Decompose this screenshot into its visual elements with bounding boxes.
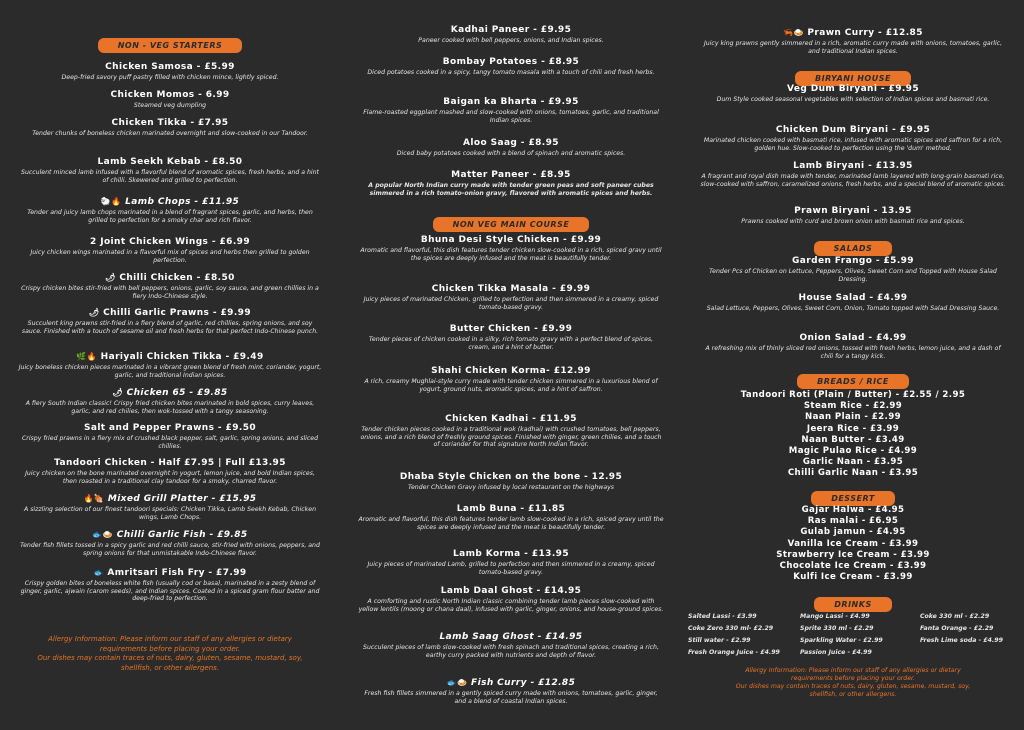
list-item: Tandoori Roti (Plain / Butter) - £2.55 / 2.95 xyxy=(740,390,966,400)
item-name: Baigan ka Bharta - £9.95 xyxy=(443,97,579,107)
section-label: BREADS / RICE xyxy=(797,374,909,389)
item-description: Deep-fried savory puff pastry filled with chicken mince, lightly spiced. xyxy=(61,74,279,81)
item-name: Chicken Tikka - £7.95 xyxy=(111,118,229,128)
item-description: Paneer cooked with bell peppers, onions, and Indian spices. xyxy=(418,37,604,44)
list-item: Strawberry Ice Cream - £3.99 xyxy=(776,549,930,560)
section-header-salads xyxy=(682,236,1024,256)
drinks-row xyxy=(682,625,1024,634)
item-description: Tender Chicken Gravy infused by local restaurant on the highways xyxy=(407,484,615,491)
item-name: Aloo Saag - £8.95 xyxy=(463,138,559,148)
section-label: NON VEG MAIN COURSE xyxy=(433,217,590,232)
menu-item xyxy=(340,632,682,659)
menu-item xyxy=(340,472,682,492)
menu-item xyxy=(682,125,1024,152)
item-description: Diced potatoes cooked in a spicy, tangy tomato masala with a touch of chili and fresh herbs. xyxy=(367,69,655,76)
drinks-row xyxy=(682,613,1024,622)
chilli-icon: 🌶 xyxy=(112,388,124,397)
item-description: A fiery South Indian classic! Crispy fried chicken bites marinated in bold spices, curry leaves, garlic, and red chilies, then wok-tossed with a tangy seasoning. xyxy=(25,400,315,415)
item-name: Chicken Samosa - £5.99 xyxy=(105,62,235,72)
column-main-course xyxy=(340,0,682,730)
drink-item: Still water - £2.99 xyxy=(688,637,751,644)
item-description: Succulent king prawns stir-fried in a fiery blend of garlic, red chillies, spring onions, and soy sauce. Finished with a touch of sesame oil and fresh herbs for that perfect Indo-Chinese punch. xyxy=(21,320,319,335)
item-description: Juicy chicken wings marinated in a flavorful mix of spices and herbs then grilled to golden perfection. xyxy=(30,249,310,264)
menu-item xyxy=(340,586,682,613)
item-name: Chicken Dum Biryani - £9.95 xyxy=(775,125,931,135)
item-name: 2 Joint Chicken Wings - £6.99 xyxy=(90,237,250,247)
menu-item xyxy=(340,57,682,77)
item-name: Chicken 65 - £9.85 xyxy=(126,388,228,398)
item-name: Kadhai Paneer - £9.95 xyxy=(450,25,572,35)
list-item: Magic Pulao Rice - £4.99 xyxy=(788,446,918,457)
allergy-line: requirements before placing your order. xyxy=(791,675,915,682)
item-name: Chilli Chicken - £8.50 xyxy=(119,273,235,283)
item-name: Mixed Grill Platter - £15.95 xyxy=(107,494,257,504)
item-name: Hariyali Chicken Tikka - £9.49 xyxy=(100,352,264,362)
fish-icon: 🐟🍛 xyxy=(92,530,114,539)
item-description: A comforting and rustic North Indian classic combining tender lamb pieces slow-cooked with yellow lentils (moong or chana daal), infused with garlic, ginger, onions, and house-ground spices. xyxy=(358,598,664,613)
item-name: Dhaba Style Chicken on the bone - 12.95 xyxy=(399,472,623,482)
item-description: Tender fish fillets tossed in a spicy garlic and red chilli sauce, stir-fried with onions, peppers, and spring onions for that unmistakable Indo-Chinese flavor. xyxy=(20,542,320,557)
item-description: Juicy chicken on the bone marinated overnight in yogurt, lemon juice, and bold Indian spices, then roasted in a traditional clay tandoor for a smoky, charred flavor. xyxy=(25,470,315,485)
allergy-notice xyxy=(20,635,320,673)
item-description: Aromatic and flavorful, this dish features tender lamb slow-cooked in a rich, spiced gravy until the spices are deeply infused and the meat is beautifully tender. xyxy=(358,516,664,531)
section-header-biryani-house xyxy=(682,66,1024,86)
fish-icon: 🐟🍛 xyxy=(446,678,468,687)
item-description: Juicy king prawns gently simmered in a rich, aromatic curry made with onions, tomatoes, garlic, and traditional Indian spices. xyxy=(703,40,1003,55)
allergy-notice xyxy=(702,667,1004,699)
menu-item xyxy=(682,84,1024,104)
menu-item xyxy=(340,97,682,124)
allergy-line: Allergy Information: Please inform our staff of any allergies or dietary xyxy=(745,667,961,674)
item-description: Juicy pieces of marinated Lamb, grilled to perfection and then simmered in a creamy, spiced tomato-based gravy. xyxy=(367,561,655,576)
item-name: Lamb Chops - £11.95 xyxy=(125,197,240,207)
menu-item xyxy=(0,529,340,557)
menu-item xyxy=(0,493,340,521)
item-description: Dum Style cooked seasonal vegetables with selection of Indian spices and basmati rice. xyxy=(716,96,990,103)
drink-item: Sprite 330 ml - £2.29 xyxy=(800,625,874,632)
item-description: Crispy golden bites of boneless white fish (usually cod or basa), marinated in a zesty blend of ginger, garlic, ajwain (carom seeds), and Indian spices. Coated in a spiced gram flour batter and deep-fried to perfection. xyxy=(20,580,320,603)
menu-item xyxy=(682,161,1024,188)
item-name: Chicken Momos - 6.99 xyxy=(110,90,230,100)
menu-item xyxy=(340,366,682,393)
dessert-list xyxy=(682,505,1024,583)
item-description: Flame-roasted eggplant mashed and slow-cooked with onions, tomatoes, garlic, and traditional Indian spices. xyxy=(363,109,659,124)
drink-item: Coke 330 ml - £2.29 xyxy=(920,613,990,620)
section-header-drinks xyxy=(682,592,1024,612)
list-item: Vanilla Ice Cream - £3.99 xyxy=(787,538,919,549)
menu-item xyxy=(0,307,340,335)
item-name: Fish Curry - £12.85 xyxy=(471,678,576,688)
item-name: Lamb Korma - £13.95 xyxy=(453,549,569,559)
menu-item xyxy=(340,504,682,531)
menu-item xyxy=(682,27,1024,55)
list-item: Chilli Garlic Naan - £3.95 xyxy=(787,468,919,479)
menu-item xyxy=(340,235,682,262)
menu-item xyxy=(340,284,682,311)
drink-item: Mango Lassi - £4.99 xyxy=(800,613,870,620)
menu-item xyxy=(0,351,340,379)
shrimp-icon: 🦐🍛 xyxy=(783,28,804,37)
item-description: Tender and juicy lamb chops marinated in a blend of fragrant spices, garlic, and herbs, then grilled to perfection for a smoky char and rich flavor. xyxy=(27,209,313,224)
item-description: A rich, creamy Mughlai-style curry made with tender chicken simmered in a luxurious blend of yogurt, ground nuts, aromatic spices, and a hint of saffron. xyxy=(364,378,658,393)
item-description: Diced baby potatoes cooked with a blend of spinach and aromatic spices. xyxy=(396,150,626,157)
section-header-breads-rice xyxy=(682,369,1024,389)
item-name: Lamb Biryani - £13.95 xyxy=(793,161,913,171)
menu-item xyxy=(340,25,682,45)
item-description: A sizzling selection of our finest tandoori specials: Chicken Tikka, Lamb Seekh Kebab, Chicken wings, Lamb Chops. xyxy=(24,506,316,521)
item-description: A popular North Indian curry made with tender green peas and soft paneer cubes simmered in a rich tomato-onion gravy, flavored with aromatic spices and herbs. xyxy=(368,182,654,197)
section-header-non-veg-main-course xyxy=(340,212,682,232)
item-name: Lamb Seekh Kebab - £8.50 xyxy=(97,157,243,167)
menu-item xyxy=(682,293,1024,313)
drink-item: Coke Zero 330 ml- £2.29 xyxy=(688,625,774,632)
list-item: Ras malai - £6.95 xyxy=(807,516,899,527)
list-item: Naan Butter - £3.49 xyxy=(801,434,905,445)
allergy-line: requirements before placing your order. xyxy=(99,644,241,653)
section-label: DESSERT xyxy=(811,491,895,506)
drink-item: Salted Lassi - £3.99 xyxy=(688,613,757,620)
item-name: Onion Salad - £4.99 xyxy=(799,333,907,343)
section-label: DRINKS xyxy=(814,597,891,612)
item-name: Butter Chicken - £9.99 xyxy=(449,324,573,334)
list-item: Chocolate Ice Cream - £3.99 xyxy=(779,561,927,572)
item-description: Prawns cooked with curd and brown onion with basmati rice and spices. xyxy=(741,218,965,225)
menu-item xyxy=(0,62,340,82)
allergy-line: shellfish, or other allergens. xyxy=(809,691,897,698)
list-item: Steam Rice - £2.99 xyxy=(803,401,903,412)
menu-item xyxy=(0,157,340,184)
item-name: Prawn Curry - £12.85 xyxy=(807,28,923,38)
menu-item xyxy=(0,118,340,138)
column-non-veg-starters xyxy=(0,0,340,730)
menu-item xyxy=(340,324,682,351)
item-description: Crispy fried prawns in a fiery mix of crushed black pepper, salt, garlic, spring onions, and sliced chillies. xyxy=(21,435,319,450)
item-description: Salad Lettuce, Peppers, Olives, Sweet Corn, Onion, Tomato topped with Salad Dressing Sauce. xyxy=(706,305,1000,312)
item-name: Chicken Tikka Masala - £9.99 xyxy=(431,284,591,294)
fire-meat-icon: 🔥🍖 xyxy=(83,494,105,503)
allergy-line: Our dishes may contain traces of nuts, dairy, gluten, sesame, mustard, soy, xyxy=(735,683,971,690)
item-description: Fresh fish fillets simmered in a gently spiced curry made with onions, tomatoes, garlic, ginger, and a blend of coastal Indian spices. xyxy=(364,690,658,705)
item-name: Lamb Buna - £11.85 xyxy=(456,504,566,514)
item-description: Crispy chicken bites stir-fried with bell peppers, onions, garlic, soy sauce, and green chillies in a fiery Indo-Chinese style. xyxy=(21,285,319,300)
section-header-non-veg-starters xyxy=(0,33,340,53)
allergy-line: shellfish, or other allergens. xyxy=(120,663,220,672)
chilli-icon: 🌶 xyxy=(105,273,116,282)
item-description: Juicy pieces of marinated Chicken, grilled to perfection and then simmered in a creamy, spiced tomato-based gravy. xyxy=(363,296,659,311)
item-name: Chilli Garlic Prawns - £9.99 xyxy=(103,308,251,318)
section-header-dessert xyxy=(682,486,1024,506)
list-item: Jeera Rice - £3.99 xyxy=(806,423,900,434)
menu-item xyxy=(0,387,340,415)
item-name: Amritsari Fish Fry - £7.99 xyxy=(107,568,247,578)
item-description: Succulent minced lamb infused with a flavorful blend of aromatic spices, fresh herbs, and a hint of chilli. Skewered and grilled to perfection. xyxy=(21,169,319,184)
menu-item xyxy=(0,272,340,300)
menu-item xyxy=(340,138,682,158)
menu-item xyxy=(682,206,1024,226)
item-name: Prawn Biryani - 13.95 xyxy=(794,206,912,216)
item-name: Matter Paneer - £8.95 xyxy=(451,170,571,180)
menu-item xyxy=(682,333,1024,360)
drink-item: Sparkling Water - £2.99 xyxy=(800,637,883,644)
drinks-row xyxy=(682,637,1024,646)
item-name: Garden Frango - £5.99 xyxy=(792,256,914,266)
item-description: Marinated chicken cooked with basmati rice, infused with aromatic spices and saffron for a rich, golden hue. Slow-cooked to perfection using the 'dum' method, xyxy=(703,137,1003,152)
menu-item xyxy=(0,90,340,110)
item-name: Lamb Daal Ghost - £14.95 xyxy=(440,586,582,596)
section-label: BIRYANI HOUSE xyxy=(795,71,911,86)
herb-fire-icon: 🌿🔥 xyxy=(76,352,98,361)
breads-rice-list xyxy=(682,390,1024,480)
menu-item xyxy=(682,256,1024,283)
allergy-line: Allergy Information: Please inform our staff of any allergies or dietary xyxy=(48,635,292,643)
menu-item xyxy=(340,677,682,705)
drinks-row xyxy=(682,649,1024,658)
drink-item: Fanta Orange - £2.29 xyxy=(920,625,994,632)
list-item: Gulab jamun - £4.95 xyxy=(800,527,906,538)
menu-item xyxy=(0,567,340,603)
section-label: NON - VEG STARTERS xyxy=(98,38,243,53)
item-description: A fragrant and royal dish made with tender, marinated lamb layered with long-grain basmati rice, slow-cooked with saffron, caramelized onions, fresh herbs, and a special blend of aromatic spices. xyxy=(700,173,1006,188)
item-description: Tender pieces of chicken cooked in a silky, rich tomato gravy with a perfect blend of spices, cream, and a hint of butter. xyxy=(368,336,654,351)
item-description: Juicy boneless chicken pieces marinated in a vibrant green blend of fresh mint, coriander, yogurt, garlic, and traditional Indian spices. xyxy=(18,364,322,379)
item-name: Bhuna Desi Style Chicken - £9.99 xyxy=(420,235,602,245)
drink-item: Fresh Orange Juice - £4.99 xyxy=(688,649,780,656)
item-name: Veg Dum Biryani - £9.95 xyxy=(786,84,920,94)
list-item: Gajar Halwa - £4.95 xyxy=(801,505,905,515)
item-description: Tender chunks of boneless chicken marinated overnight and slow-cooked in our Tandoor. xyxy=(32,130,308,137)
allergy-line: Our dishes may contain traces of nuts, dairy, gluten, sesame, mustard, soy, xyxy=(37,654,303,663)
menu-item xyxy=(0,423,340,450)
item-name: Tandoori Chicken - Half £7.95 | Full £13.95 xyxy=(54,458,286,468)
item-description: Tender Pcs of Chicken on Lettuce, Peppers, Olives, Sweet Corn and Topped with House Salad Dressing. xyxy=(709,268,997,283)
list-item: Naan Plain - £2.99 xyxy=(805,412,901,423)
drink-item: Fresh Lime soda - £4.99 xyxy=(920,637,1003,644)
menu-item xyxy=(340,170,682,197)
item-description: Tender chicken pieces cooked in a traditional wok (kadhai) with crushed tomatoes, bell peppers, onions, and a rich blend of freshly ground spices. Finished with ginger, green chilies, and a touch of coriander for that signature North Indian flavor. xyxy=(360,426,662,449)
item-description: Aromatic and flavorful, this dish features tender chicken slow-cooked in a rich, spiced gravy until the spices are deeply infused and the meat is beautifully tender. xyxy=(360,247,662,262)
column-biryani-salads-breads xyxy=(682,0,1024,730)
menu-item xyxy=(0,196,340,224)
item-name: Bombay Potatoes - £8.95 xyxy=(442,57,580,67)
item-name: Salt and Pepper Prawns - £9.50 xyxy=(83,423,257,433)
item-description: Succulent pieces of lamb slow-cooked with fresh spinach and traditional spices, creating a rich, earthy curry packed with nutrients and depth of flavor. xyxy=(363,644,659,659)
item-name: Chilli Garlic Fish - £9.85 xyxy=(116,530,248,540)
item-name: Chicken Kadhai - £11.95 xyxy=(445,414,577,424)
chilli-icon: 🌶 xyxy=(89,308,100,317)
item-description: A refreshing mix of thinly sliced red onions, tossed with fresh herbs, lemon juice, and a dash of chili for a tangy kick. xyxy=(705,345,1001,360)
list-item: Garlic Naan - £3.95 xyxy=(802,457,904,468)
item-name: Shahi Chicken Korma- £12.99 xyxy=(431,366,591,376)
section-label: SALADS xyxy=(814,241,893,256)
menu-item xyxy=(0,458,340,485)
menu-item xyxy=(340,549,682,576)
item-description: Steamed veg dumpling xyxy=(133,102,207,109)
lamb-fire-icon: 🐑🔥 xyxy=(100,197,122,206)
drink-item: Passion Juice - £4.99 xyxy=(800,649,872,656)
menu-item xyxy=(0,237,340,264)
item-name: Lamb Saag Ghost - £14.95 xyxy=(439,632,583,642)
list-item: Kulfi Ice Cream - £3.99 xyxy=(793,572,913,583)
fish-icon: 🐟 xyxy=(93,568,104,577)
item-name: House Salad - £4.99 xyxy=(798,293,908,303)
menu-item xyxy=(340,414,682,449)
